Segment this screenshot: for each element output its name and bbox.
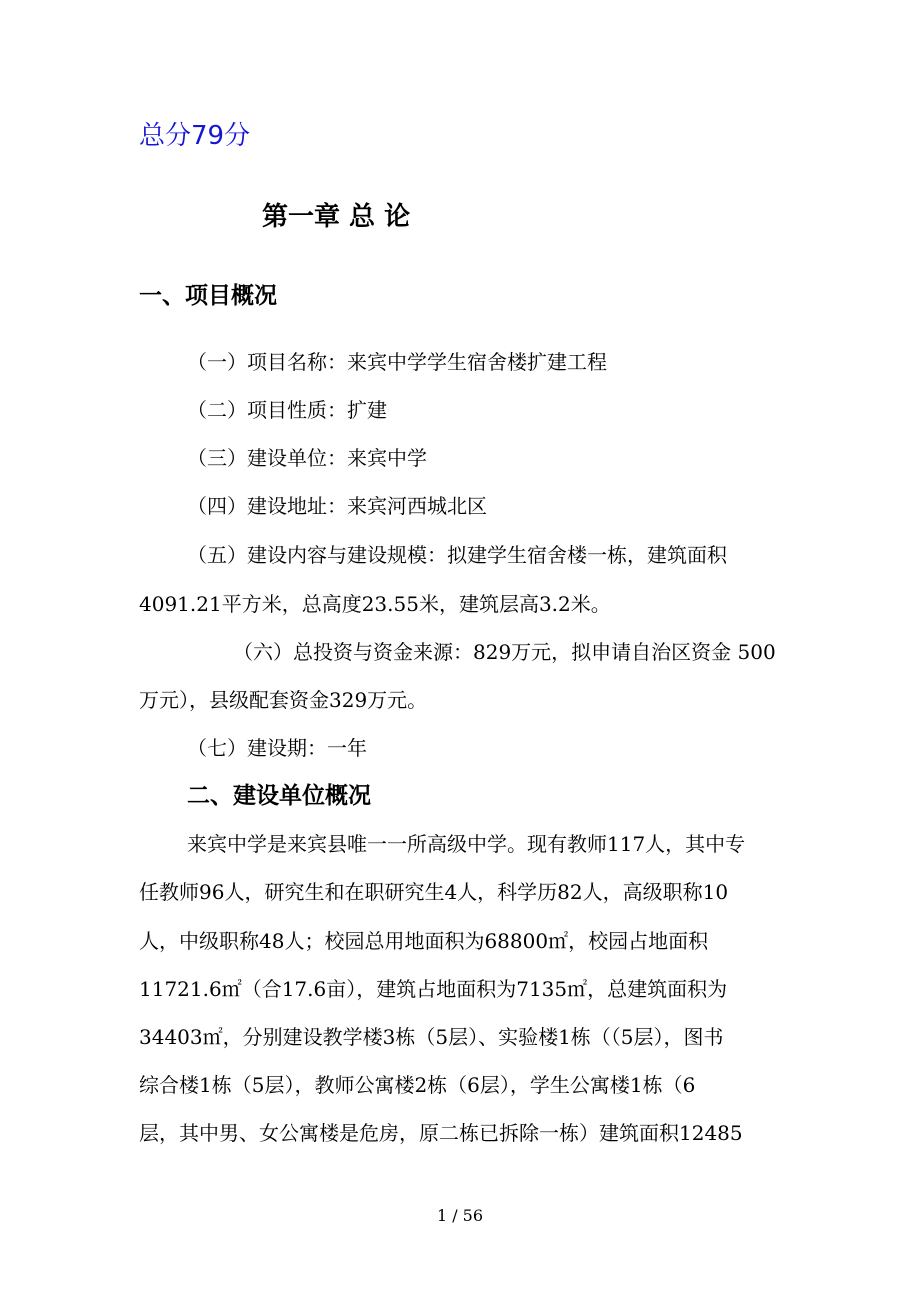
section-heading-unit-overview: 二、建设单位概况 xyxy=(187,783,371,809)
paragraph-line: 万元），县级配套资金329万元。 xyxy=(139,688,428,712)
paragraph-line: 人，中级职称48人；校园总用地面积为68800㎡，校园占地面积 xyxy=(139,929,709,953)
paragraph-line: 层，其中男、女公寓楼是危房，原二栋已拆除一栋）建筑面积12485 xyxy=(139,1121,743,1145)
paragraph-line: （一）项目名称：来宾中学学生宿舍楼扩建工程 xyxy=(187,350,607,374)
paragraph-line: （七）建设期：一年 xyxy=(187,736,367,760)
page-number: 1 / 56 xyxy=(436,1206,484,1225)
paragraph-line: （六）总投资与资金来源：829万元，拟申请自治区资金 500 xyxy=(233,640,776,664)
paragraph-line: （二）项目性质：扩建 xyxy=(187,398,387,422)
paragraph-line: 11721.6㎡（合17.6亩），建筑占地面积为7135㎡，总建筑面积为 xyxy=(139,977,728,1001)
chapter-title: 第一章 总 论 xyxy=(262,202,411,232)
paragraph-line: （五）建设内容与建设规模：拟建学生宿舍楼一栋，建筑面积 xyxy=(187,543,727,567)
paragraph-line: 来宾中学是来宾县唯一一所高级中学。现有教师117人，其中专 xyxy=(187,832,746,856)
total-score: 总分79分 xyxy=(139,121,251,151)
paragraph-line: 任教师96人，研究生和在职研究生4人，科学历82人，高级职称10 xyxy=(139,880,729,904)
paragraph-line: 4091.21平方米，总高度23.55米，建筑层高3.2米。 xyxy=(139,592,611,616)
paragraph-line: 34403㎡，分别建设教学楼3栋（5层）、实验楼1栋（（5层），图书 xyxy=(139,1025,724,1049)
paragraph-line: 综合楼1栋（5层），教师公寓楼2栋（6层），学生公寓楼1栋（6 xyxy=(139,1073,696,1097)
section-heading-project-overview: 一、项目概况 xyxy=(139,283,277,309)
paragraph-line: （四）建设地址：来宾河西城北区 xyxy=(187,494,487,518)
paragraph-line: （三）建设单位：来宾中学 xyxy=(187,446,427,470)
